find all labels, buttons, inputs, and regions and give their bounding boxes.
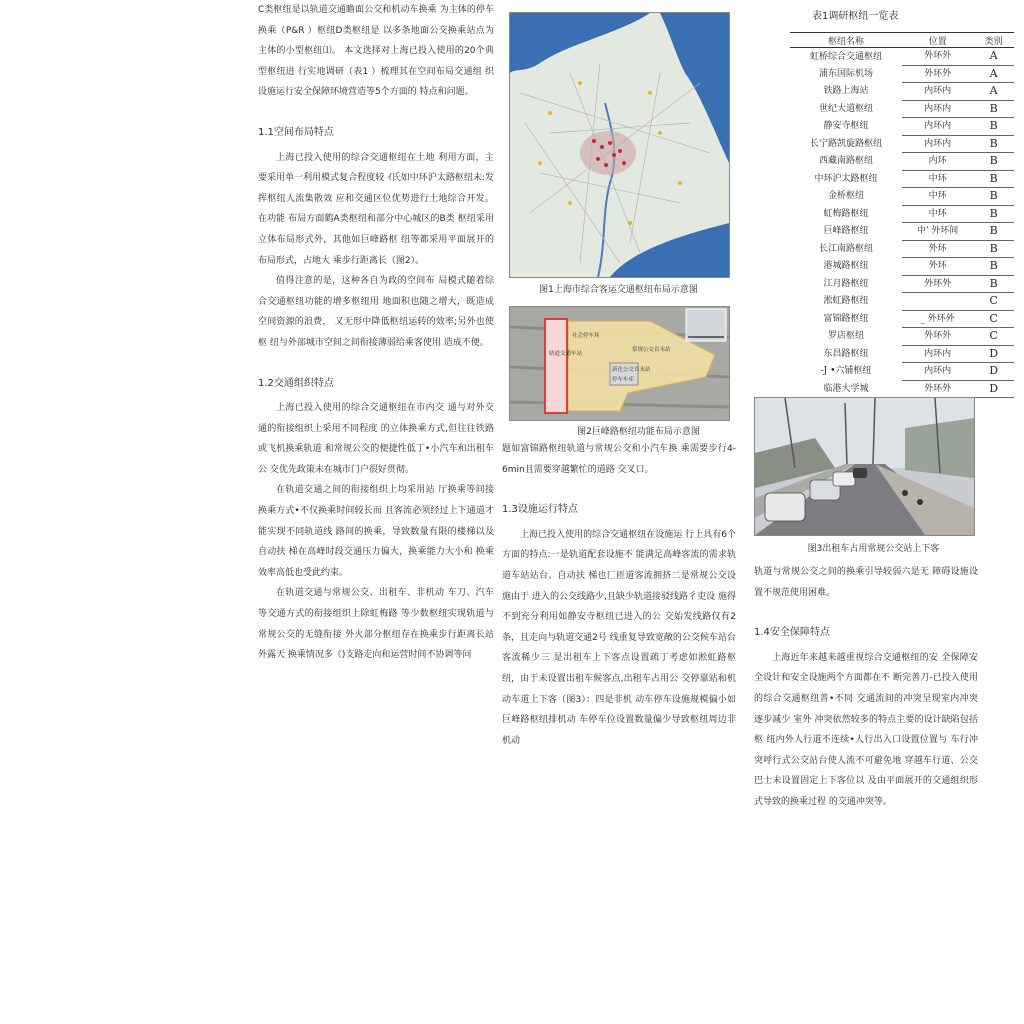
table-row [790,205,1014,223]
paragraph: C类枢纽是以轨道交通瞻面公交和机动车换乘 为主体的停车换乘（P&R ）枢纽D类枢纽是 以多条地面公交换乘站点为主体的小型枢纽⑴。 本文选择对上海已投入使用的20个典型枢纽进 行实地调研（表1 ）梳理其在空间布局交通组 织设施运行安全保障环境营造等5个方面的 特点和问题。 [258,5,494,98]
table-row [790,188,1014,206]
hub-name-cell: 静安寺枢纽 [823,121,869,132]
fig2-label-rail-station: 轨道交通车站 [549,351,583,357]
hub-name-cell: 江月路枢纽 [823,278,869,289]
category-cell: B [973,275,1014,293]
hub-name-cell: 富锦路枢纽 [823,313,869,324]
location-cell: 内环内 [902,100,973,118]
table-row [790,118,1014,136]
hub-name-cell: -J •六铺枢纽 [820,366,872,377]
table-row [790,310,1014,328]
category-cell: A [973,65,1014,83]
category-cell: B [973,118,1014,136]
paragraph: 轨道与常规公交之间的换乘引导较弱六是无 障碍设施设置不规范使用困难。 [754,567,978,598]
hub-name-cell: 罗店枢纽 [827,331,864,342]
table-row [790,223,1014,241]
category-cell: D [973,345,1014,363]
hub-survey-table [790,10,1020,398]
location-cell: 内环内 [902,83,973,101]
table-row [790,380,1014,398]
table-row [790,275,1014,293]
paragraph: 上海已投入使用的综合交通枢纽在市内交 通与对外交通的衔接组织上采用不同程度 的立体换乘方式,但往往铁路或飞机换乘轨道 和常规公交的便捷性低丁•小汽车和出租车公 交优先政策未在城市门户很好贯彻。 [258,403,494,475]
fig2-label-bus-terminal: 常规公交首末站 [632,347,671,353]
table-row [790,135,1014,153]
location-cell: 外环外 [902,48,973,66]
location-cell: 中环 [902,170,973,188]
table-header: 类别 [973,33,1014,48]
taxi-at-bus-stop-photo [754,397,975,536]
table-row [790,170,1014,188]
location-cell: 内环内 [902,135,973,153]
hub-name-cell: 淞虹路枢纽 [823,296,869,307]
hub-name-cell: 港城路枢纽 [823,261,869,272]
paragraph: 值得注意的是，这种各自为政的空间布 局模式随着综合交通枢纽功能的增多枢纽用 地面积也随之增大，既造成空间资源的浪费， 又无形中降低枢纽运转的效率;另外也使枢 纽与外部城市空间之间衔接薄弱给乘客使用 造成不便。 [258,276,494,348]
fig2-label-parking: 社会停车场 [572,333,600,339]
section-heading: 1.2交通组织特点 [258,377,334,389]
category-cell: B [973,205,1014,223]
category-cell: D [973,380,1014,398]
table-header: 枢纽名称 [790,33,902,48]
hub-name-cell: 虹桥综合交通枢纽 [809,51,882,62]
shanghai-hub-map [509,12,730,278]
table-row [790,328,1014,346]
table-row [790,153,1014,171]
location-cell: 外环外 [902,275,973,293]
category-cell: C [973,293,1014,311]
location-cell [902,293,973,311]
hub-name-cell: 金桥枢纽 [827,191,864,202]
location-cell: 内环内 [902,118,973,136]
hub-name-cell: 西藏南路枢纽 [818,156,873,167]
category-cell: C [973,328,1014,346]
location-cell: 外环外 [902,328,973,346]
paragraph: 在轨道交通与常规公交、出租车、非机动 车刀、汽车等交通方式的衔接组织上除虹梅路 等少数枢纽实现轨道与常规公交的无缝衔接 外火部分枢纽存在换乘步行距离长站外露天 换乘情况多《)支路走向和运营时间不协调等问 [258,588,494,661]
location-cell: 外环 [902,258,973,276]
hub-name-cell: 浦东国际机场 [818,68,873,79]
table-row [790,293,1014,311]
figure-caption: 图3出租车占用常规公交站上下客 [807,544,940,554]
figure-caption: 图1上海市综合客运交通枢纽布局示意图 [539,285,698,295]
location-cell: 中环 [902,188,973,206]
paragraph: 上海已投入使用的综合交通枢纽在土地 利用方面，主要采用单一利用模式复合程度较 ｲ氏如中环沪太路枢纽末:发挥枢纽人流集散效 应和交通区位优势进行土地综合开发。在功能 布局方面鹤A类枢纽和部分中心城区的B类 枢纽采用立体布局形式外，其他如巨峰路枢 纽等都采用平面展开的布局形式，占地大 乘步行距离长（图2）。 [258,152,494,266]
section-heading: 1.3设施运行特点 [502,504,578,516]
section-heading: 1.1空间布局特点 [258,126,334,138]
hub-name-cell: 临港大学城 [823,383,869,394]
category-cell: B [973,135,1014,153]
location-cell: 内环 [902,153,973,171]
hub-name-cell: 虹梅路枢纽 [823,208,869,219]
table-row [790,83,1014,101]
table-header: 位置 [902,33,973,48]
category-cell: D [973,363,1014,381]
section-heading: 1.4安全保障特点 [754,627,830,639]
paragraph: 上海近年来越来越重视综合交通枢纽的安 全保障安全设计和安全设施两个方面都在不 断完善刀-已投入使用的综合交通枢纽普•不同 交通流间的冲突呈现室内冲突逐步减少 室外 冲突依然较多的特点主要的设计缺陷包括枢 纽内外人行道不连续•人行出入口设置位置与 车行冲突呼行式公交站台使人流不可避免地 穿越车行道、公交巴士未设置固定上下客位以 及由平面展开的交通组织形式导致的换乘过程 的交通冲突等。 [754,652,978,807]
category-cell: C [973,310,1014,328]
figure-caption: 图2巨峰路枢纽功能布局示意图 [577,427,700,437]
table-row [790,345,1014,363]
table-title: 表1调研枢纽一览表 [812,11,899,22]
hub-name-cell: 铁路上海站 [823,86,869,97]
jufeng-road-hub-layout [509,306,730,421]
category-cell: A [973,83,1014,101]
category-cell: B [973,188,1014,206]
paragraph: 上海已投入使用的综合交通枢纽在设施运 行上具有6个方面的特点:一是轨道配套设施不 能满足高峰客流的需求轨道车站站台、自动扶 梯也匚匝道客流拥挤二是常规公交设施由于 进入的公交线路少,且缺少轨道接驳线路彳吏设 施得不到充分利用如静安寺枢纽已进入的公 交始发线路仅有2条，且走向与轨道交通2号 线重复导致宽敞的公交候车站台客流稀少三 是出租车上下客点设置疏丁考虑如淞虹路枢 纽，由于未设置出租车候客点,出租车占用公 交停靠站和机动车道上下客（图3）：四是非机 动车停车设施规模偏小如巨峰路枢纽排机动 车停车位设置数量偏少导致枢纽周边非机动 [502,529,736,746]
location-cell: 外环外 [902,65,973,83]
category-cell: B [973,258,1014,276]
location-cell: 外环外 [902,380,973,398]
hub-name-cell: 世纪大道枢纽 [818,103,873,114]
hub-name-cell: 长宁路凯旋路枢纽 [809,138,882,149]
hub-name-cell: 长江南路枢纽 [818,243,873,254]
text-column-1 [258,0,494,666]
paragraph: 题如富锦路枢纽轨道与常规公交和小汽车换 乘需要步行4-6min且需要穿越繁忙的道路 交叉口。 [502,444,736,475]
paragraph: 在轨道交通之间的衔接组织上均采用站 厅换乘等间接换乘方式•不仅换乘时间较长而 且客流必须经过上下通道才能实现不同轨道线 路间的换乘，导致数量有限的楼梯以及自动扶 梯在高峰时段交通压力偏大，换乘能力大小和 换乘效率高低也受此约束。 [258,485,494,578]
category-cell: B [973,170,1014,188]
category-cell: B [973,223,1014,241]
location-cell: 外环 [902,240,973,258]
text-column-3 [754,562,978,813]
fig2-label-garage: 停车车库 [612,377,635,383]
fig2-label-new-bus-terminal: 新化公交首末站 [612,367,651,373]
location-cell: 中环 [902,205,973,223]
table-row [790,100,1014,118]
location-cell: _ 外环外 [902,310,973,328]
hub-name-cell: 巨峰路枢纽 [823,226,869,237]
category-cell: B [973,100,1014,118]
hub-name-cell: 东昌路枢纽 [823,348,869,359]
text-column-2 [502,439,736,751]
hub-name-cell: 中环沪太路枢纽 [814,173,878,184]
location-cell: 内环内 [902,363,973,381]
table-row [790,240,1014,258]
table-row [790,363,1014,381]
location-cell: 中' 外环间 [902,223,973,241]
category-cell: A [973,48,1014,66]
location-cell: 内环内 [902,345,973,363]
table-row [790,48,1014,66]
table-row [790,258,1014,276]
category-cell: B [973,240,1014,258]
table-row [790,65,1014,83]
category-cell: B [973,153,1014,171]
